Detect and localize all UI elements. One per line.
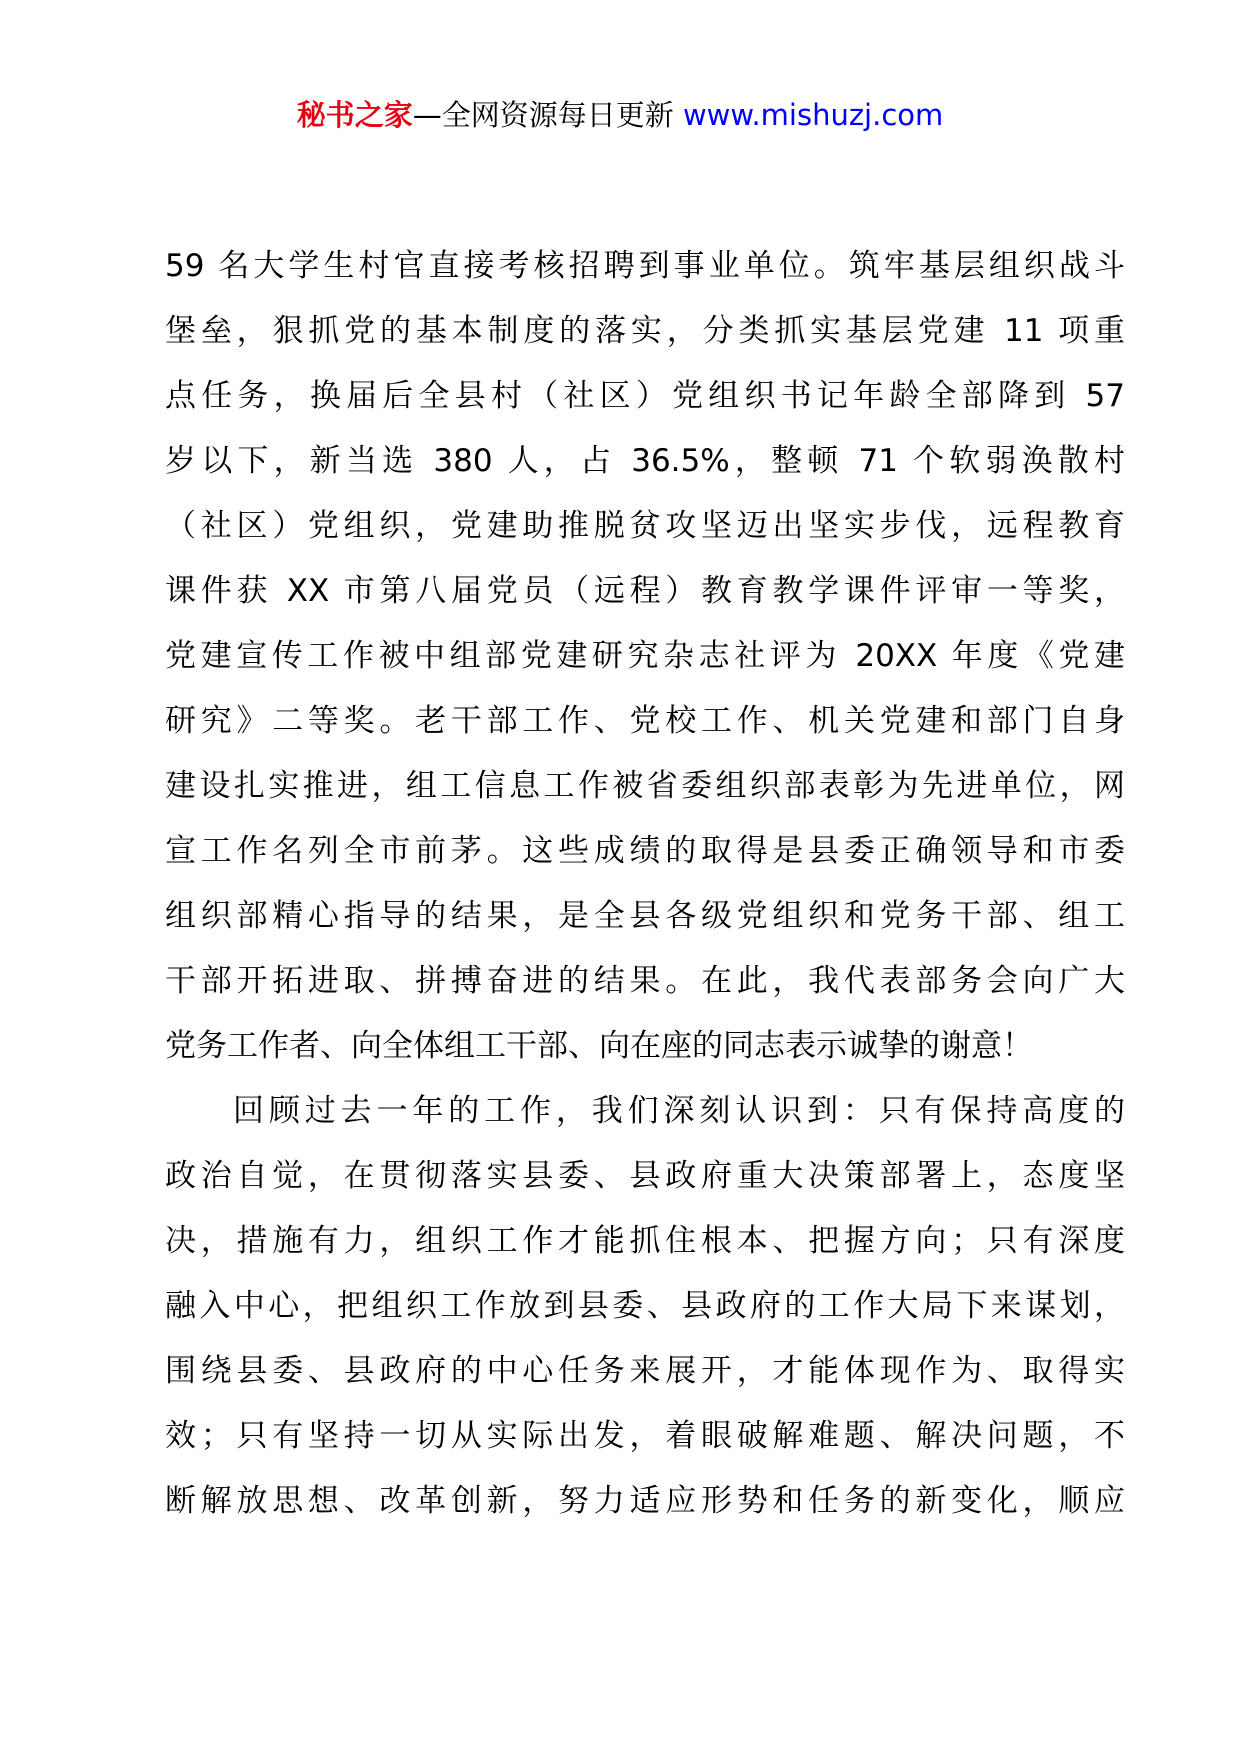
- text-line: 党建宣传工作被中组部党建研究杂志社评为 20XX 年度《党建: [165, 638, 1125, 674]
- text-line: 点任务，换届后全县村（社区）党组织书记年龄全部降到 57: [165, 378, 1125, 414]
- text-line: 融入中心，把组织工作放到县委、县政府的工作大局下来谋划，: [165, 1288, 1125, 1324]
- text-line: 断解放思想、改革创新，努力适应形势和任务的新变化，顺应: [165, 1483, 1125, 1519]
- text-line: （社区）党组织，党建助推脱贫攻坚迈出坚实步伐，远程教育: [165, 508, 1125, 544]
- text-line: 干部开拓进取、拼搏奋进的结果。在此，我代表部务会向广大: [165, 963, 1125, 999]
- text-line: 决，措施有力，组织工作才能抓住根本、把握方向；只有深度: [165, 1223, 1125, 1259]
- text-line: 宣工作名列全市前茅。这些成绩的取得是县委正确领导和市委: [165, 833, 1125, 869]
- text-line: 围绕县委、县政府的中心任务来展开，才能体现作为、取得实: [165, 1353, 1125, 1389]
- text-line: 政治自觉，在贯彻落实县委、县政府重大决策部署上，态度坚: [165, 1158, 1125, 1194]
- brand-name: 秘书之家: [296, 98, 413, 132]
- text-line: 堡垒，狠抓党的基本制度的落实，分类抓实基层党建 11 项重: [165, 313, 1125, 349]
- text-line: 党务工作者、向全体组工干部、向在座的同志表示诚挚的谢意！: [165, 1028, 1033, 1064]
- text-line: 组织部精心指导的结果，是全县各级党组织和党务干部、组工: [165, 898, 1125, 934]
- text-line: 59 名大学生村官直接考核招聘到事业单位。筑牢基层组织战斗: [165, 248, 1125, 284]
- text-line: 课件获 XX 市第八届党员（远程）教育教学课件评审一等奖，: [165, 573, 1125, 609]
- website-link[interactable]: www.mishuzj.com: [682, 98, 944, 132]
- text-line: 效；只有坚持一切从实际出发，着眼破解难题、解决问题，不: [165, 1418, 1125, 1454]
- page-header: [0, 95, 1240, 135]
- header-slogan: —全网资源每日更新: [412, 98, 674, 132]
- text-line: 岁以下，新当选 380 人，占 36.5%，整顿 71 个软弱涣散村: [165, 443, 1125, 479]
- text-line: 研究》二等奖。老干部工作、党校工作、机关党建和部门自身: [165, 703, 1125, 739]
- text-line: 建设扎实推进，组工信息工作被省委组织部表彰为先进单位，网: [165, 768, 1125, 804]
- document-body: [165, 238, 1125, 1538]
- paragraph-start-line: 回顾过去一年的工作，我们深刻认识到：只有保持高度的: [233, 1093, 1125, 1129]
